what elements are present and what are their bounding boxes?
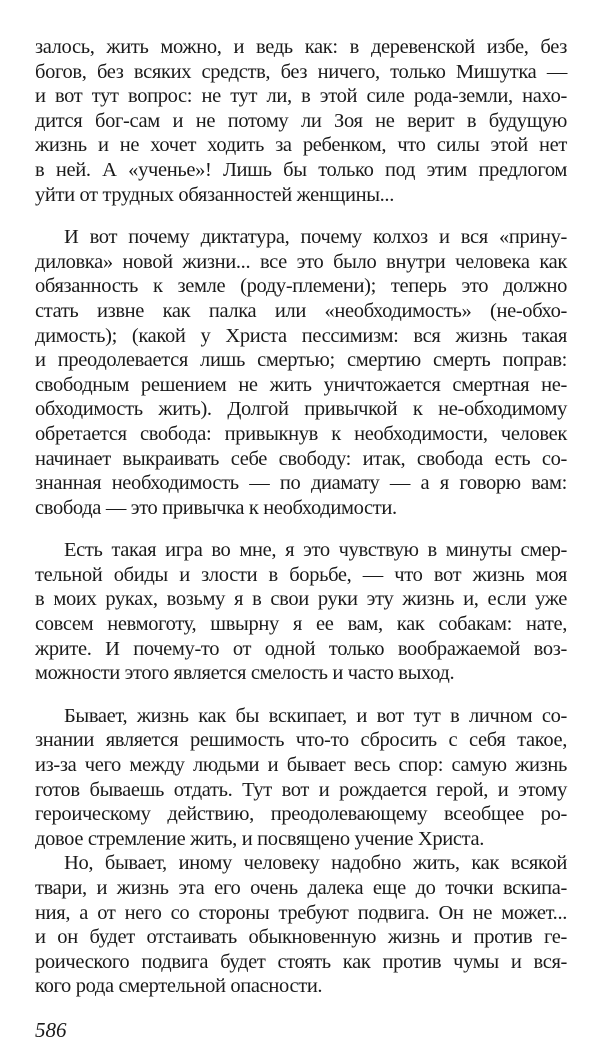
paragraph (35, 851, 567, 999)
text-line: свобода — это привычка к необходимости. (35, 496, 397, 519)
text-line: и преодолевается лишь смертью; смертию смерть поправ: (35, 349, 567, 372)
text-line: и он будет отстаивать обыкновенную жизнь и против ге- (35, 926, 567, 949)
text-line: знании является решимость что-то сбросить с себя такое, (35, 729, 567, 752)
text-line: кого рода смертельной опасности. (35, 975, 323, 998)
text-line: начинает выкраивать себе свободу: итак, свобода есть со- (35, 447, 567, 470)
text-line: залось, жить можно, и ведь как: в деревенской избе, без (35, 36, 567, 58)
paragraph (35, 704, 567, 852)
text-line: и вот тут вопрос: не тут ли, в этой силе рода-земли, нахо- (35, 85, 567, 108)
paragraph (35, 225, 567, 520)
text-line: роического подвига будет стоять как против чумы и вся- (35, 950, 567, 973)
text-line: готов бываешь отдать. Тут вот и рождается герой, и этому (35, 778, 567, 801)
text-line: уйти от трудных обязанностей женщины... (35, 183, 394, 206)
text-line: Бывает, жизнь как бы вскипает, и вот тут в личном со- (64, 704, 567, 727)
text-line: стать извне как палка или «необходимость» (не-обхо- (35, 299, 567, 322)
text-line: И вот почему диктатура, почему колхоз и вся «прину- (64, 226, 567, 249)
text-line: жизнь и не хочет ходить за ребенком, что силы этой нет (35, 134, 567, 157)
text-line: Но, бывает, иному человеку надобно жить, как всякой (64, 852, 567, 875)
text-line: ния, а от него со стороны требуют подвига. Он не может... (35, 901, 567, 924)
text-line: довое стремление жить, и посвящено учение Христа. (35, 827, 484, 850)
paragraph (35, 538, 567, 686)
text-line: можности этого является смелость и часто выход. (35, 662, 455, 685)
text-line: обходимость жить). Долгой привычкой к не-обходимому (35, 398, 567, 421)
text-line: дится бог-сам и не потому ли Зоя не верит в будущую (35, 109, 567, 132)
text-line: димость); (какой у Христа пессимизм: вся жизнь такая (35, 324, 567, 347)
text-line: твари, и жизнь эта его очень далека еще до точки вскипа- (35, 877, 567, 899)
text-line: богов, без всяких средств, без ничего, только Мишутка — (35, 60, 567, 83)
text-line: жрите. И почему-то от одной только воображаемой воз- (35, 637, 567, 660)
text-line: обязанность к земле (роду-племени); теперь это должно (35, 275, 567, 298)
text-line: диловка» новой жизни... все это было внутри человека как (35, 250, 567, 273)
text-line: свободным решением не жить уничтожается смертная не- (35, 373, 567, 396)
page-body (35, 35, 567, 999)
text-line: героическому действию, преодолевающему всеобщее ро- (35, 803, 567, 826)
text-line: в моих руках, возьму я в свои руки эту жизнь и, если уже (35, 588, 567, 611)
text-line: из-за чего между людьми и бывает весь спор: самую жизнь (35, 754, 567, 777)
paragraph (35, 35, 567, 207)
text-line: в ней. А «ученье»! Лишь бы только под этим предлогом (35, 158, 567, 181)
text-line: тельной обиды и злости в борьбе, — что вот жизнь моя (35, 563, 567, 586)
page-number: 586 (35, 1017, 67, 1042)
text-line: совсем невмоготу, швырну я ее вам, как собакам: нате, (35, 613, 567, 636)
text-line: знанная необходимость — по диамату — а я говорю вам: (35, 472, 567, 495)
text-line: обретается свобода: привыкнув к необходимости, человек (35, 422, 567, 445)
text-line: Есть такая игра во мне, я это чувствую в минуты смер- (64, 539, 567, 562)
